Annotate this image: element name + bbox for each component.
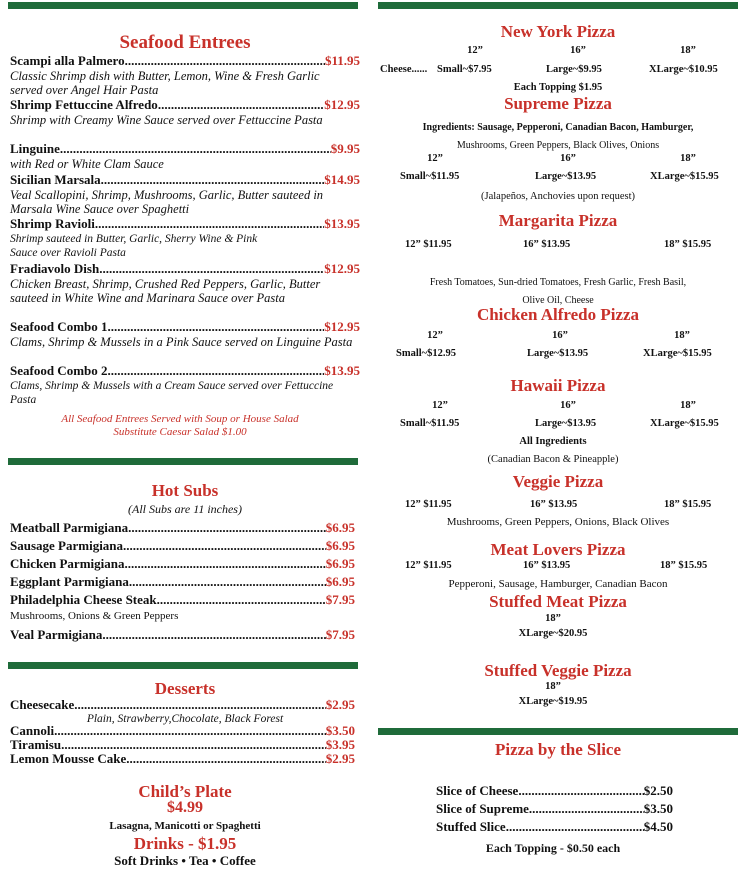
dessert-item: Cannoli ..... $3.50 bbox=[10, 723, 355, 739]
veggie-12: 12” $11.95 bbox=[405, 499, 452, 510]
child-options: Lasagna, Manicotti or Spaghetti bbox=[109, 820, 261, 832]
ny-pizza-title: New York Pizza bbox=[500, 22, 616, 41]
seafood-item: Sicilian Marsala ..... $14.95 bbox=[10, 172, 360, 188]
size-label: 18” bbox=[674, 330, 690, 341]
cheese-label: Cheese...... bbox=[380, 64, 428, 75]
slice-item: Slice of Cheese ..... $2.50 bbox=[436, 783, 673, 799]
seafood-item: Shrimp Ravioli ..... $13.95 bbox=[10, 216, 360, 232]
price-xlarge: XLarge~$10.95 bbox=[649, 64, 718, 75]
drinks-price: Drinks - $1.95 bbox=[133, 834, 237, 853]
stuffed-meat-title: Stuffed Meat Pizza bbox=[489, 592, 627, 611]
seafood-item: Seafood Combo 2 ..... $13.95 bbox=[10, 363, 360, 379]
price-small: Small~$12.95 bbox=[396, 348, 457, 359]
price-large: Large~$13.95 bbox=[535, 171, 597, 182]
top-bar-left bbox=[8, 2, 358, 9]
size-label: 16” bbox=[560, 153, 576, 164]
size-label: 16” bbox=[552, 330, 568, 341]
stuffed-meat-price: XLarge~$20.95 bbox=[518, 628, 588, 639]
meat-ingredients: Pepperoni, Sausage, Hamburger, Canadian Bacon bbox=[448, 578, 668, 590]
size-label: 12” bbox=[432, 400, 448, 411]
size-label: 12” bbox=[427, 153, 443, 164]
sub-item: Eggplant Parmigiana ..... $6.95 bbox=[10, 574, 355, 590]
cheesecake-note: Plain, Strawberry,Chocolate, Black Forest bbox=[86, 713, 284, 725]
seafood-item-desc: Chicken Breast, Shrimp, Crushed Red Peppers, Garlic, Butter sauteed in White Wine and Marinara Sauce over Pasta bbox=[10, 277, 321, 305]
margarita-title: Margarita Pizza bbox=[498, 211, 618, 230]
veggie-ingredients: Mushrooms, Green Peppers, Onions, Black Olives bbox=[446, 516, 670, 528]
child-price: $4.99 bbox=[167, 799, 203, 816]
seafood-item-desc: Clams, Shrimp & Mussels with a Cream Sauce served over Fettuccine Pasta bbox=[10, 380, 334, 406]
size-label: 18” bbox=[680, 45, 696, 56]
size-label: 18” bbox=[680, 153, 696, 164]
size-label: 12” bbox=[427, 330, 443, 341]
divider-subs-desserts bbox=[8, 662, 358, 669]
sub-item: Sausage Parmigiana ..... $6.95 bbox=[10, 538, 355, 554]
margarita-18: 18” $15.95 bbox=[664, 239, 712, 250]
seafood-note-caesar: Substitute Caesar Salad $1.00 bbox=[113, 426, 247, 438]
sub-item: Philadelphia Cheese Steak ..... $7.95 bbox=[10, 592, 355, 608]
meat-lovers-title: Meat Lovers Pizza bbox=[490, 540, 626, 559]
seafood-item-desc: with Red or White Clam Sauce bbox=[10, 157, 164, 171]
seafood-note: All Seafood Entrees Served with Soup or House Salad bbox=[61, 413, 299, 425]
hawaii-ingredients: (Canadian Bacon & Pineapple) bbox=[487, 454, 619, 465]
margarita-12: 12” $11.95 bbox=[405, 239, 452, 250]
margarita-ingredients-2: Olive Oil, Cheese bbox=[522, 295, 594, 306]
meat-12: 12” $11.95 bbox=[405, 560, 452, 571]
price-xlarge: XLarge~$15.95 bbox=[650, 418, 719, 429]
meat-18: 18” $15.95 bbox=[660, 560, 708, 571]
margarita-16: 16” $13.95 bbox=[523, 239, 571, 250]
hawaii-all: All Ingredients bbox=[519, 436, 587, 447]
sub-item: Veal Parmigiana ..... $7.95 bbox=[10, 627, 355, 643]
stuffed-veggie-title: Stuffed Veggie Pizza bbox=[484, 661, 632, 680]
dessert-item: Cheesecake ..... $2.95 bbox=[10, 697, 355, 713]
supreme-ingredients-2: Mushrooms, Green Peppers, Black Olives, Onions bbox=[456, 140, 660, 151]
slice-item: Stuffed Slice ..... $4.50 bbox=[436, 819, 673, 835]
price-xlarge: XLarge~$15.95 bbox=[650, 171, 719, 182]
supreme-title: Supreme Pizza bbox=[504, 94, 612, 113]
veggie-16: 16” $13.95 bbox=[530, 499, 578, 510]
seafood-item: Linguine ..... $9.95 bbox=[10, 141, 360, 157]
subs-subtitle: (All Subs are 11 inches) bbox=[128, 502, 242, 516]
sub-item: Meatball Parmigiana ..... $6.95 bbox=[10, 520, 355, 536]
divider-seafood-subs bbox=[8, 458, 358, 465]
price-large: Large~$13.95 bbox=[535, 418, 597, 429]
child-title: Child’s Plate bbox=[138, 782, 232, 801]
seafood-item: Shrimp Fettuccine Alfredo ..... $12.95 bbox=[10, 97, 360, 113]
seafood-title: Seafood Entrees bbox=[119, 32, 251, 53]
sub-item: Chicken Parmigiana ..... $6.95 bbox=[10, 556, 355, 572]
subs-title: Hot Subs bbox=[151, 481, 219, 500]
seafood-item-desc: Clams, Shrimp & Mussels in a Pink Sauce served on Linguine Pasta bbox=[10, 335, 353, 349]
size-label: 18” bbox=[680, 400, 696, 411]
meat-16: 16” $13.95 bbox=[523, 560, 571, 571]
supreme-ingredients: Ingredients: Sausage, Pepperoni, Canadian Bacon, Hamburger, bbox=[422, 122, 694, 133]
seafood-item-desc: Classic Shrimp dish with Butter, Lemon, Wine & Fresh Garlic served over Angel Hair Pasta bbox=[10, 69, 320, 97]
slice-title: Pizza by the Slice bbox=[494, 740, 622, 759]
price-large: Large~$13.95 bbox=[527, 348, 589, 359]
veggie-18: 18” $15.95 bbox=[664, 499, 712, 510]
seafood-item: Fradiavolo Dish ..... $12.95 bbox=[10, 261, 360, 277]
size-label: 16” bbox=[560, 400, 576, 411]
price-small: Small~$11.95 bbox=[400, 418, 460, 429]
divider-pizza-slice bbox=[378, 728, 738, 735]
drink-list: Soft Drinks • Tea • Coffee bbox=[114, 853, 256, 868]
supreme-note: (Jalapeños, Anchovies upon request) bbox=[481, 191, 635, 202]
steak-note: Mushrooms, Onions & Green Peppers bbox=[10, 610, 179, 622]
top-bar-right bbox=[378, 2, 738, 9]
stuffed-veggie-size: 18” bbox=[545, 681, 561, 692]
price-small: Small~$11.95 bbox=[400, 171, 460, 182]
alfredo-title: Chicken Alfredo Pizza bbox=[476, 305, 640, 324]
dessert-item: Tiramisu ..... $3.95 bbox=[10, 737, 355, 753]
price-small: Small~$7.95 bbox=[437, 64, 492, 75]
dessert-item: Lemon Mousse Cake ..... $2.95 bbox=[10, 751, 355, 767]
hawaii-title: Hawaii Pizza bbox=[510, 376, 606, 395]
price-xlarge: XLarge~$15.95 bbox=[643, 348, 712, 359]
ny-topping: Each Topping $1.95 bbox=[513, 82, 603, 93]
margarita-ingredients: Fresh Tomatoes, Sun-dried Tomatoes, Fresh Garlic, Fresh Basil, bbox=[429, 277, 687, 288]
stuffed-veggie-price: XLarge~$19.95 bbox=[518, 696, 588, 707]
veggie-title: Veggie Pizza bbox=[512, 472, 604, 491]
size-label: 16” bbox=[570, 45, 586, 56]
seafood-item-desc: Shrimp sauteed in Butter, Garlic, Sherry Wine & Pink Sauce over Ravioli Pasta bbox=[10, 233, 258, 259]
slice-item: Slice of Supreme ..... $3.50 bbox=[436, 801, 673, 817]
seafood-item: Seafood Combo 1 ..... $12.95 bbox=[10, 319, 360, 335]
seafood-item-desc: Shrimp with Creamy Wine Sauce served over Fettuccine Pasta bbox=[10, 113, 323, 127]
desserts-title: Desserts bbox=[154, 679, 216, 698]
size-label: 12” bbox=[467, 45, 483, 56]
seafood-item-desc: Veal Scallopini, Shrimp, Mushrooms, Garlic, Butter sauteed in Marsala Wine Sauce over Spaghetti bbox=[10, 188, 324, 216]
price-large: Large~$9.95 bbox=[546, 64, 602, 75]
stuffed-meat-size: 18” bbox=[545, 613, 561, 624]
slice-topping: Each Topping - $0.50 each bbox=[485, 841, 621, 855]
seafood-item: Scampi alla Palmero ..... $11.95 bbox=[10, 53, 360, 69]
